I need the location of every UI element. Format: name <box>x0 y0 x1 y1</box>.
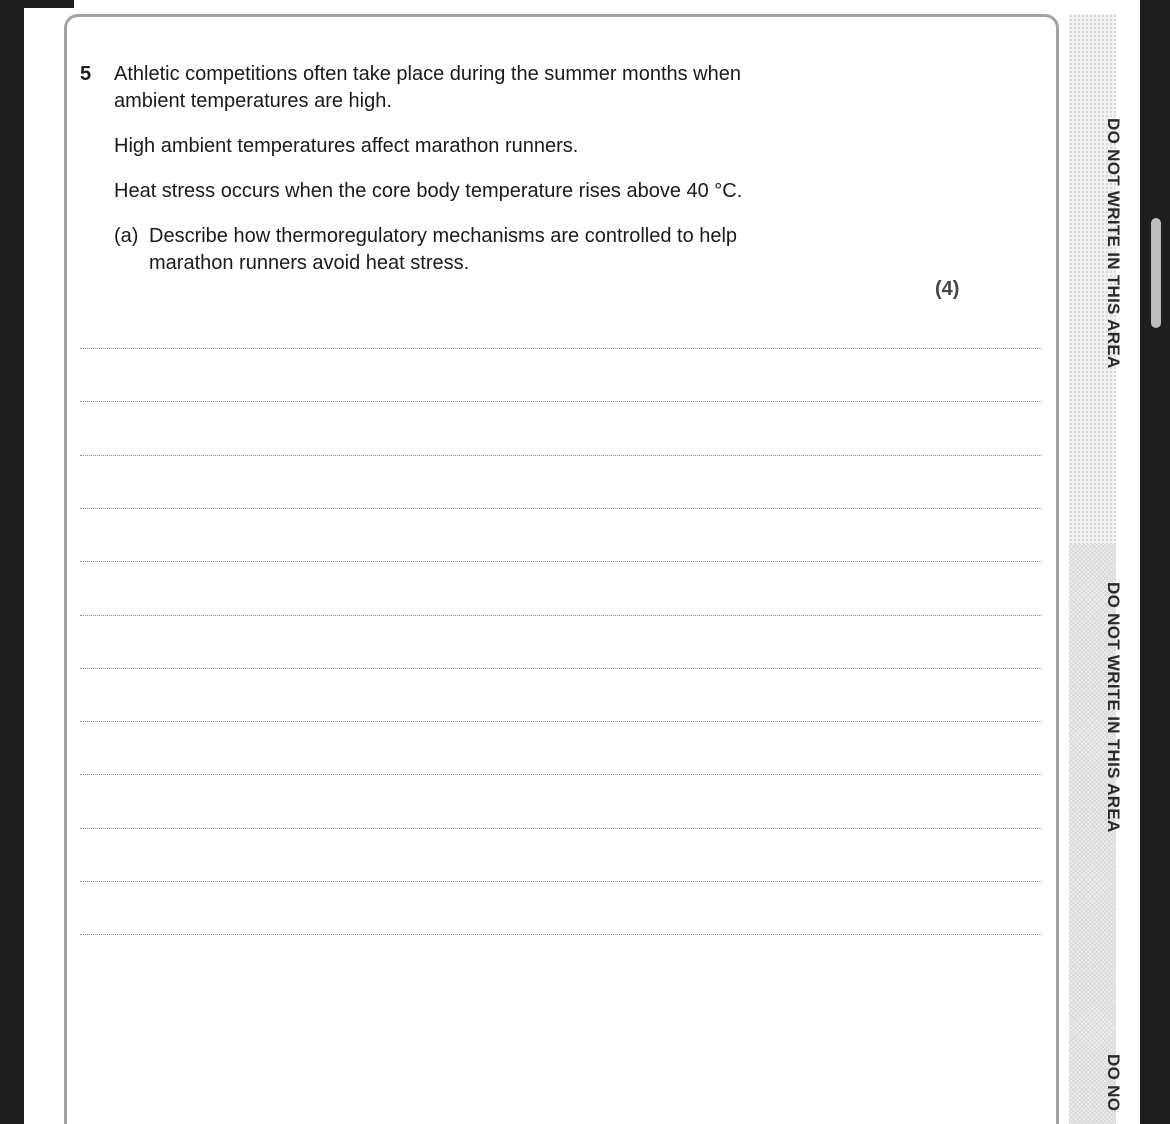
answer-line[interactable] <box>80 401 1042 402</box>
answer-line[interactable] <box>80 774 1042 775</box>
scrollbar-thumb[interactable] <box>1151 218 1161 328</box>
answer-line[interactable] <box>80 881 1042 882</box>
page-top-marker <box>24 0 74 8</box>
answer-line[interactable] <box>80 508 1042 509</box>
question-statement-2: Heat stress occurs when the core body temperature rises above 40 °C. <box>114 180 743 202</box>
margin-warning-text: DO NOT WRITE IN THIS AREA <box>1104 118 1123 369</box>
question-intro-line-1: Athletic competitions often take place during the summer months when <box>114 63 741 85</box>
answer-line[interactable] <box>80 668 1042 669</box>
margin-warning-text: DO NO <box>1104 1054 1123 1112</box>
part-a-label: (a) <box>114 225 139 247</box>
answer-line[interactable] <box>80 615 1042 616</box>
answer-line[interactable] <box>80 828 1042 829</box>
answer-line[interactable] <box>80 348 1042 349</box>
answer-line[interactable] <box>80 561 1042 562</box>
answer-line[interactable] <box>80 934 1042 935</box>
question-intro-line-2: ambient temperatures are high. <box>114 90 392 112</box>
question-number: 5 <box>80 63 92 85</box>
answer-line[interactable] <box>80 455 1042 456</box>
answer-line[interactable] <box>80 721 1042 722</box>
marks-allocation: (4) <box>935 278 960 300</box>
question-statement-1: High ambient temperatures affect marathon runners. <box>114 135 579 157</box>
part-a-prompt-line-1: Describe how thermoregulatory mechanisms are controlled to help <box>149 225 738 247</box>
part-a-prompt-line-2: marathon runners avoid heat stress. <box>149 252 470 274</box>
margin-warning-text: DO NOT WRITE IN THIS AREA <box>1104 582 1123 833</box>
